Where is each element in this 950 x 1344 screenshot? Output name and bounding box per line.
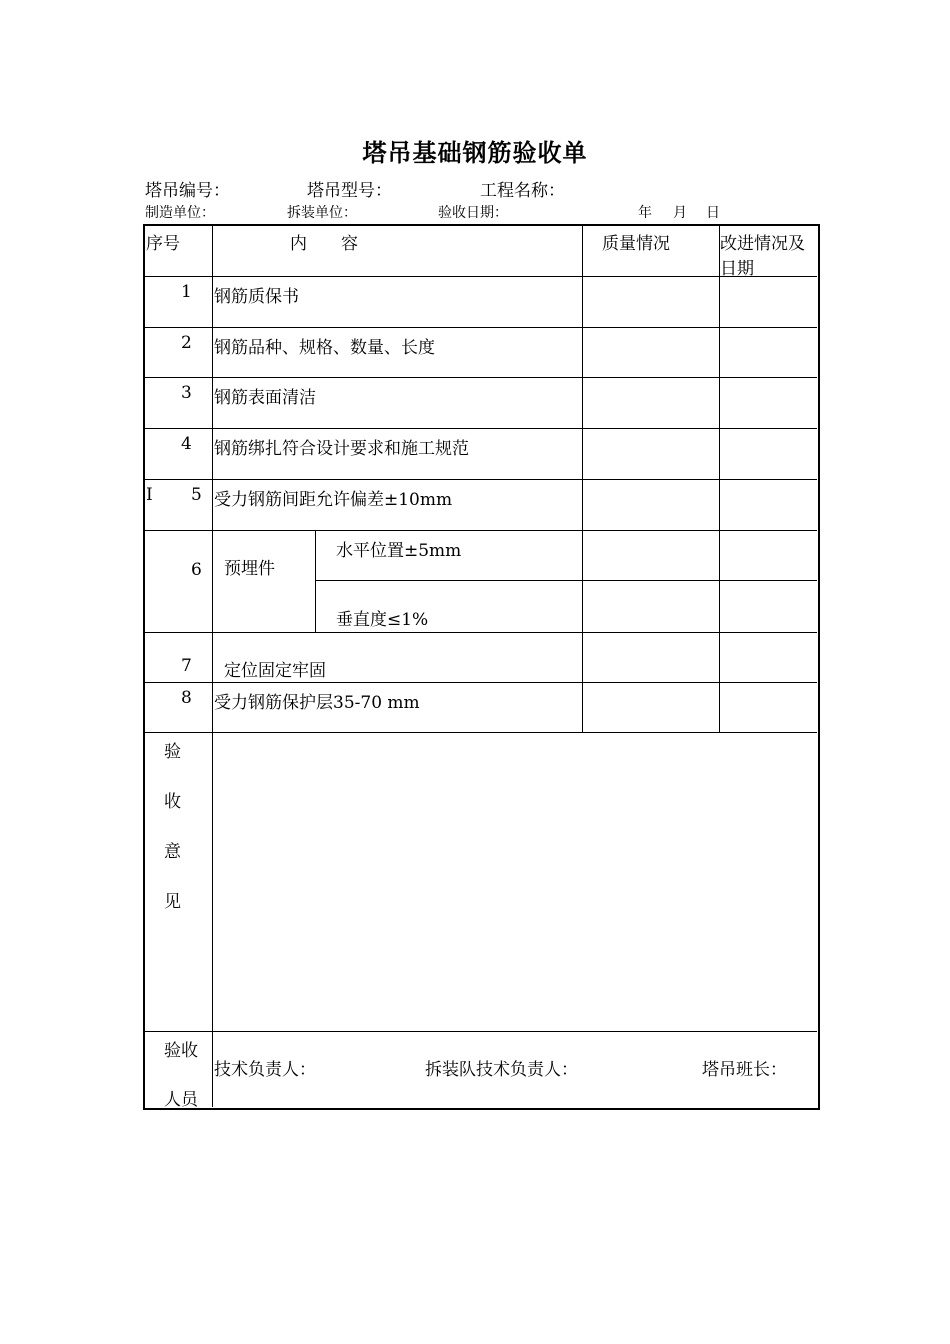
grid-line [144, 276, 817, 277]
grid-line [144, 327, 817, 328]
grid-line [144, 682, 817, 683]
grid-line [144, 479, 817, 480]
row-subitem: 水平位置±5mm [336, 541, 462, 561]
page-title: 塔吊基础钢筋验收单 [362, 138, 588, 167]
grid-line [315, 530, 316, 632]
grid-line [144, 428, 817, 429]
grid-line [144, 732, 817, 733]
row-subitem: 垂直度≤1% [336, 610, 429, 630]
row-seq: 8 [181, 688, 192, 708]
opinion-label-char: 收 [164, 792, 181, 812]
row-content: 钢筋质保书 [214, 287, 299, 307]
team-tech-lead-signature-label: 拆装队技术负责人： [425, 1060, 578, 1080]
grid-line [144, 377, 817, 378]
column-header-improve-date: 日期 [720, 259, 754, 279]
row-seq: 3 [181, 383, 192, 403]
column-header-seq: 序号 [146, 234, 180, 254]
project-name-label: 工程名称： [480, 181, 565, 201]
row-content: 钢筋品种、规格、数量、长度 [214, 338, 435, 358]
row-content: 钢筋绑扎符合设计要求和施工规范 [214, 439, 469, 459]
row-content: 定位固定牢固 [224, 661, 326, 681]
crane-monitor-signature-label: 塔吊班长： [702, 1060, 787, 1080]
row-seq: 1 [181, 282, 192, 302]
row-seq: 5 [191, 485, 202, 505]
row-content: 受力钢筋保护层35-70 mm [214, 693, 420, 713]
personnel-label: 人员 [164, 1090, 198, 1110]
opinion-label-char: 验 [164, 742, 181, 762]
grid-line [144, 1031, 817, 1032]
date-year: 年 [638, 205, 652, 221]
grid-line [212, 225, 213, 1107]
tech-lead-signature-label: 技术负责人： [214, 1060, 316, 1080]
column-header-improve: 改进情况及 [720, 234, 805, 254]
column-header-content: 内 容 [290, 234, 358, 254]
row-seq: 7 [181, 656, 192, 676]
accept-date-label: 验收日期： [438, 205, 508, 221]
grid-line [315, 580, 817, 581]
row-prefix: I [146, 485, 153, 505]
row-seq: 6 [191, 560, 202, 580]
row-content: 钢筋表面清洁 [214, 388, 316, 408]
installer-label: 拆装单位： [287, 205, 357, 221]
date-month: 月 [673, 205, 687, 221]
row-content: 受力钢筋间距允许偏差±10mm [214, 490, 453, 510]
opinion-label-char: 见 [164, 892, 181, 912]
date-day: 日 [706, 205, 720, 221]
manufacturer-label: 制造单位： [145, 205, 215, 221]
grid-line [144, 530, 817, 531]
tower-number-label: 塔吊编号： [145, 181, 230, 201]
personnel-label: 验收 [164, 1041, 198, 1061]
row-seq: 4 [181, 434, 192, 454]
opinion-label-char: 意 [164, 842, 181, 862]
row-content: 预埋件 [224, 559, 275, 579]
column-header-quality: 质量情况 [602, 234, 670, 254]
row-seq: 2 [181, 333, 192, 353]
grid-line [144, 632, 817, 633]
tower-model-label: 塔吊型号： [307, 181, 392, 201]
